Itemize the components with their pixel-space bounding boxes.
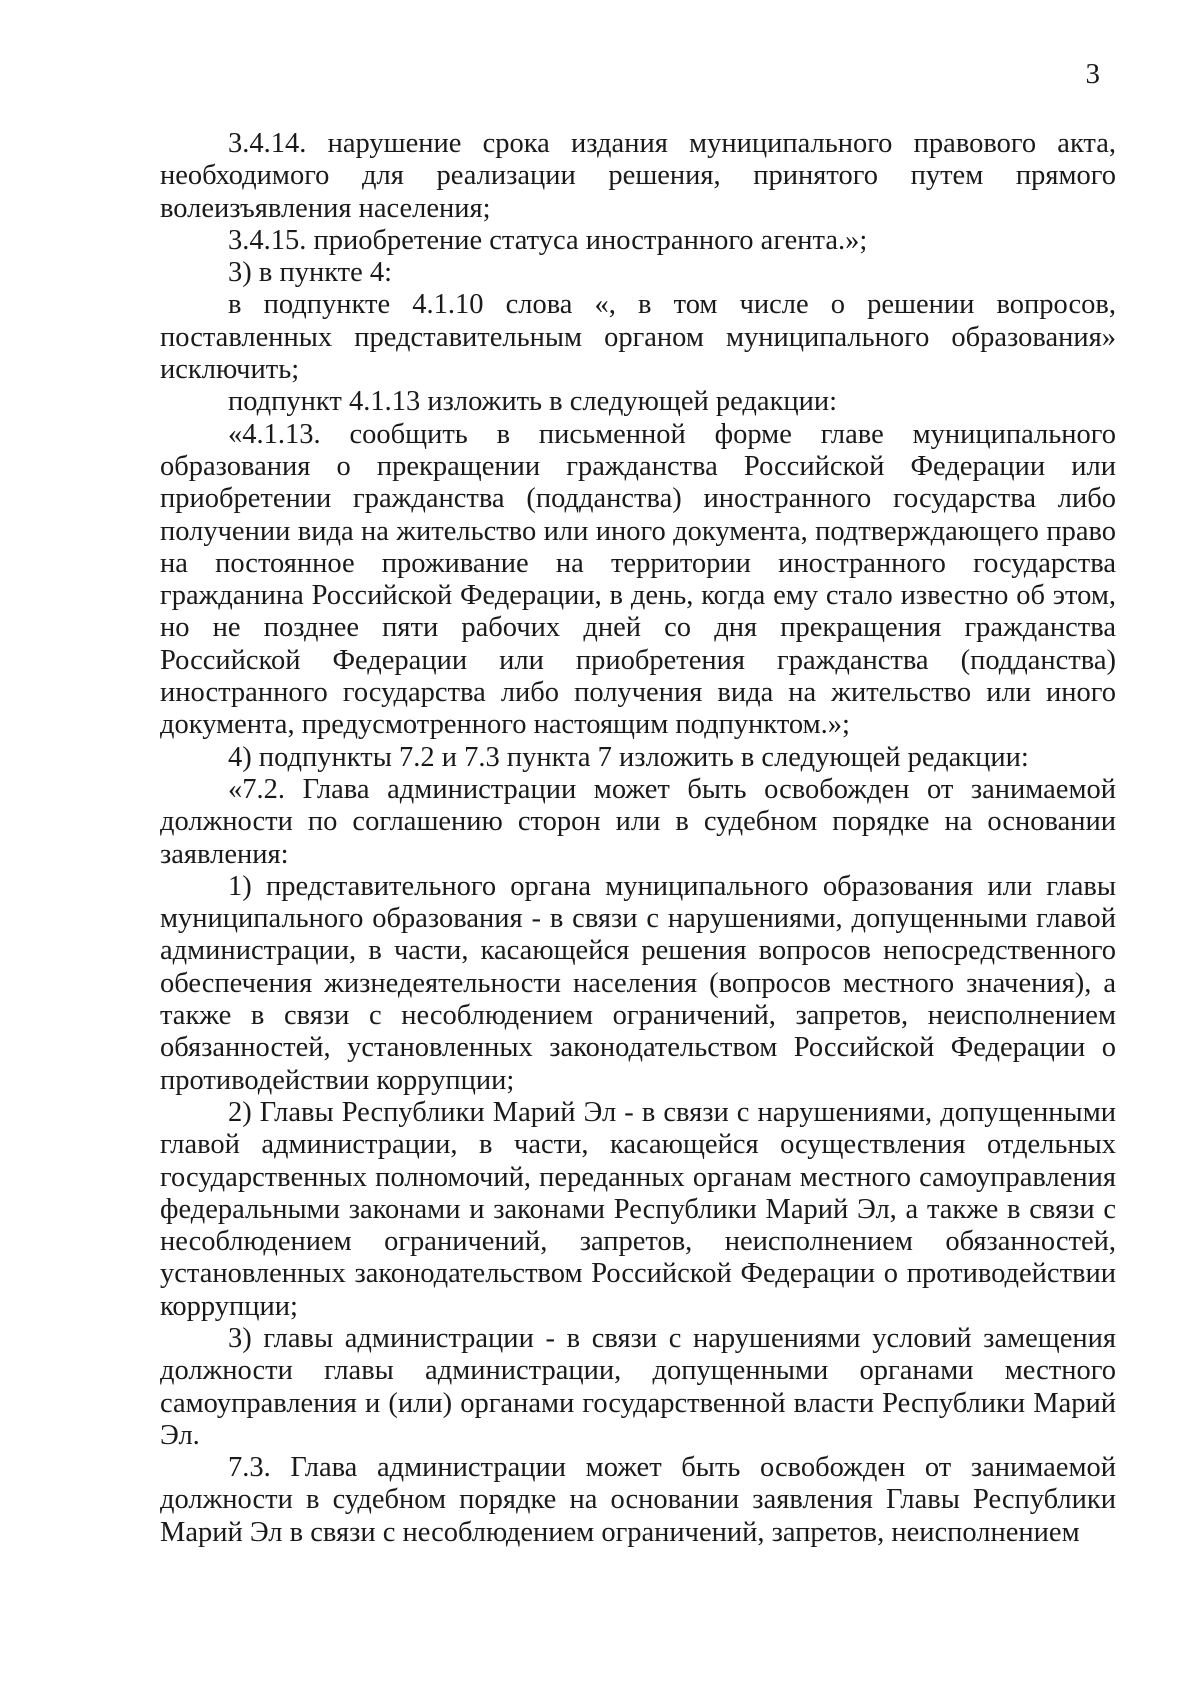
paragraph-item-3: 3) в пункте 4: [228, 257, 393, 289]
paragraph-3-4-14: 3.4.14. нарушение срока издания муниципального правового акта, необходимого для реализации решения, принятого путем прямого волеизъявления населения; [160, 128, 1116, 224]
paragraph-3-4-15: 3.4.15. приобретение статуса иностранного агента.»; [228, 224, 868, 256]
page-number: 3 [1085, 58, 1100, 90]
document-body [160, 128, 1116, 1549]
paragraph-7-3: 7.3. Глава администрации может быть освобожден от занимаемой должности в судебном порядке на основании заявления Главы Республики Марий Эл в связи с несоблюдением ограничений, запретов, неисполнением [160, 1452, 1116, 1548]
paragraph-subitem-4-1-10: в подпункте 4.1.10 слова «, в том числе о решении вопросов, поставленных представительным органом муниципального образования» исключить; [160, 289, 1116, 386]
paragraph-7-2-1: 1) представительного органа муниципального образования или главы муниципального образования - в связи с нарушениями, допущенными главой администрации, в части, касающейся решения вопросов непосредственного обеспечения жизнедеятельности населения (вопросов местного значения), а также в связи с несоблюдением ограничений, запретов, неисполнением обязанностей, установленных законодательством Российской Федерации о противодействии коррупции; [160, 870, 1116, 1096]
paragraph-7-2-2: 2) Главы Республики Марий Эл - в связи с нарушениями, допущенными главой администрации, в части, касающейся осуществления отдельных государственных полномочий, переданных органам местного самоуправления федеральными законами и законами Республики Марий Эл, а также в связи с несоблюдением ограничений, запретов, неисполнением обязанностей, установленных законодательством Российской Федерации о противодействии коррупции; [160, 1096, 1116, 1322]
paragraph-7-2-3: 3) главы администрации - в связи с нарушениями условий замещения должности главы администрации, допущенными органами местного самоуправления и (или) органами государственной власти Республики Марий Эл. [160, 1322, 1116, 1451]
paragraph-subitem-4-1-13-intro: подпункт 4.1.13 изложить в следующей редакции: [228, 386, 838, 418]
paragraph-item-4: 4) подпункты 7.2 и 7.3 пункта 7 изложить в следующей редакции: [228, 741, 1029, 773]
paragraph-7-2: «7.2. Глава администрации может быть освобожден от занимаемой должности по соглашению сторон или в судебном порядке на основании заявления: [160, 773, 1116, 870]
paragraph-4-1-13: «4.1.13. сообщить в письменной форме главе муниципального образования о прекращении гражданства Российской Федерации или приобретении гражданства (подданства) иностранного государства либо получении вида на жительство или иного документа, подтверждающего право на постоянное проживание на территории иностранного государства гражданина Российской Федерации, в день, когда ему стало известно об этом, но не позднее пяти рабочих дней со дня прекращения гражданства Российской Федерации или приобретения гражданства (подданства) иностранного государства либо получения вида на жительство или иного документа, предусмотренного настоящим подпунктом.»; [160, 418, 1116, 741]
